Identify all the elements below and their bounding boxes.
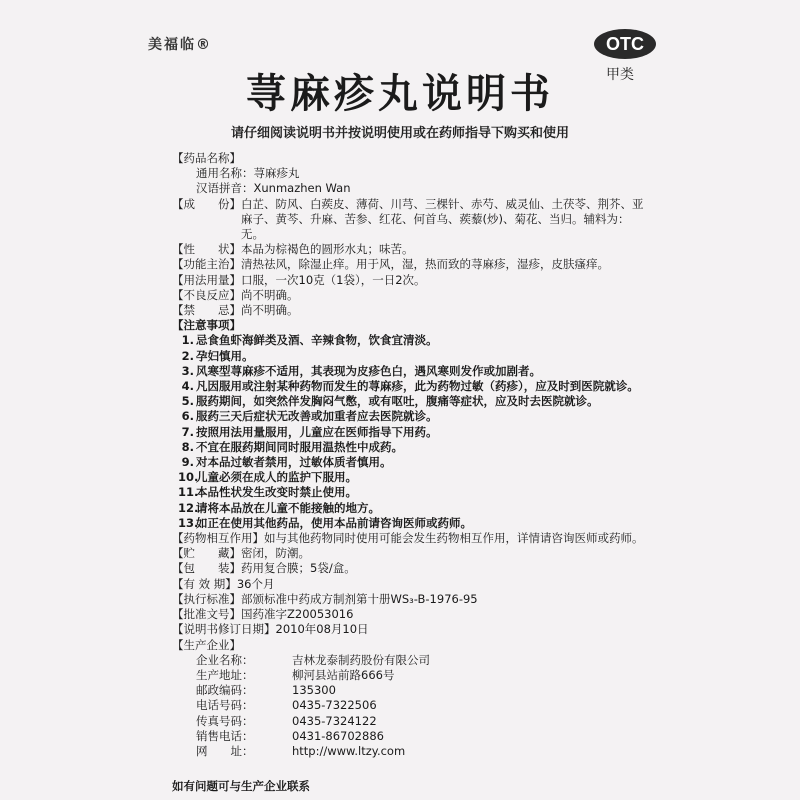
standard-label: 【执行标准】 [172, 591, 241, 606]
package-value: 药用复合膜；5袋/盒。 [241, 561, 356, 576]
note-item [172, 501, 652, 516]
adverse-value: 尚不明确。 [241, 287, 299, 302]
note-number: 6. [181, 409, 194, 424]
manufacturer-row-label: 电话号码： [196, 698, 254, 713]
section-dosage [172, 273, 652, 288]
section-ingredients [172, 197, 652, 243]
storage-label: 【贮 藏】 [172, 546, 241, 561]
manufacturer-row-label: 销售电话： [196, 728, 254, 743]
manufacturer-row-label: 企业名称： [196, 652, 254, 667]
manufacturer-row-label: 生产地址： [196, 667, 254, 682]
revision-label: 【说明书修订日期】 [172, 622, 276, 637]
note-text: 凡因服用或注射某种药物而发生的荨麻疹，此为药物过敏（药疹），应及时到医院就诊。 [196, 379, 639, 394]
otc-badge: OTC [594, 29, 656, 59]
note-number: 13. [178, 515, 199, 530]
validity-value: 36个月 [236, 576, 275, 591]
manufacturer-row [172, 744, 652, 759]
otc-class-label: 甲类 [606, 67, 634, 83]
manufacturer-row-value: 0435-7324122 [292, 713, 377, 728]
note-number: 8. [181, 439, 194, 454]
ingredients-value: 白芷、防风、白蒺皮、薄荷、川芎、三棵针、赤芍、威灵仙、土茯苓、荆芥、亚麻子、黄芩、升麻、苦参、红花、何首乌、蒺藜(炒)、菊花、当归。辅料为：无。 [241, 196, 644, 242]
manufacturer-row-label: 网 址： [196, 743, 254, 758]
page-title: 荨麻疹丸说明书 [246, 71, 554, 117]
section-indications [172, 257, 652, 272]
section-approval [172, 607, 652, 622]
note-text: 按照用法用量服用，儿童应在医师指导下用药。 [196, 424, 438, 439]
leaflet-content [172, 151, 652, 759]
manufacturer-row [172, 698, 652, 713]
generic-name-label: 通用名称： [196, 166, 254, 181]
manufacturer-row [172, 729, 652, 744]
note-text: 儿童必须在成人的监护下服用。 [196, 470, 357, 485]
note-text: 对本品过敏者禁用，过敏体质者慎用。 [196, 455, 392, 470]
note-number: 4. [181, 379, 194, 394]
contraindications-value: 尚不明确。 [241, 303, 299, 318]
note-text: 如正在使用其他药品，使用本品前请咨询医师或药师。 [196, 515, 472, 530]
note-item [172, 470, 652, 485]
manufacturer-row-value: 吉林龙泰制药股份有限公司 [292, 652, 430, 667]
note-item [172, 440, 652, 455]
note-text: 风寒型荨麻疹不适用，其表现为皮疹色白，遇风寒则发作或加剧者。 [196, 363, 541, 378]
manufacturer-row-value: 135300 [292, 683, 336, 698]
validity-label: 【有 效 期】 [172, 576, 237, 591]
dosage-value: 口服，一次10克（1袋），一日2次。 [241, 272, 426, 287]
note-number: 5. [181, 394, 194, 409]
note-item [172, 516, 652, 531]
note-number: 10. [178, 470, 199, 485]
note-item [172, 349, 652, 364]
manufacturer-row [172, 653, 652, 668]
note-number: 11. [178, 485, 199, 500]
note-number: 9. [181, 455, 194, 470]
revision-value: 2010年08月10日 [275, 622, 369, 637]
manufacturer-row [172, 714, 652, 729]
package-label: 【包 装】 [172, 561, 241, 576]
note-number: 12. [178, 500, 199, 515]
note-number: 1. [181, 333, 194, 348]
manufacturer-row-value: 0431-86702886 [292, 728, 384, 743]
section-properties [172, 242, 652, 257]
manufacturer-row [172, 683, 652, 698]
note-item [172, 379, 652, 394]
note-item [172, 485, 652, 500]
note-item [172, 455, 652, 470]
footer-note: 如有问题可与生产企业联系 [172, 779, 310, 793]
note-item [172, 394, 652, 409]
section-package [172, 561, 652, 576]
section-notes [172, 318, 652, 531]
manufacturer-heading: 【生产企业】 [172, 637, 241, 652]
note-item [172, 409, 652, 424]
section-storage [172, 546, 652, 561]
note-text: 本品性状发生改变时禁止使用。 [196, 485, 357, 500]
pinyin-label: 汉语拼音： [196, 181, 254, 196]
interaction-label: 【药物相互作用】 [172, 531, 264, 546]
drug-name-heading: 【药品名称】 [172, 151, 241, 165]
section-revision [172, 622, 652, 637]
adverse-label: 【不良反应】 [172, 287, 241, 302]
notes-heading: 【注意事项】 [172, 318, 241, 333]
standard-value: 部颁标准中药成方制剂第十册WS₃-B-1976-95 [241, 591, 478, 606]
pinyin-value: Xunmazhen Wan [253, 181, 351, 196]
note-item [172, 425, 652, 440]
note-text: 服药三天后症状无改善或加重者应去医院就诊。 [196, 409, 438, 424]
manufacturer-website: http://www.ltzy.com [292, 743, 406, 758]
indications-value: 清热祛风，除湿止痒。用于风，湿，热而致的荨麻疹，湿疹，皮肤瘙痒。 [241, 257, 609, 272]
generic-name-value: 荨麻疹丸 [253, 166, 300, 181]
storage-value: 密闭，防潮。 [241, 546, 310, 561]
manufacturer-row [172, 668, 652, 683]
manufacturer-row-label: 邮政编码： [196, 683, 254, 698]
section-contraindications [172, 303, 652, 318]
properties-label: 【性 状】 [172, 242, 241, 257]
section-standard [172, 592, 652, 607]
note-text: 忌食鱼虾海鲜类及酒、辛辣食物，饮食宜清淡。 [196, 333, 438, 348]
note-number: 7. [181, 424, 194, 439]
contraindications-label: 【禁 忌】 [172, 303, 241, 318]
note-number: 2. [181, 348, 194, 363]
properties-value: 本品为棕褐色的圆形水丸；味苦。 [241, 242, 414, 257]
note-text: 请将本品放在儿童不能接触的地方。 [196, 500, 380, 515]
brand-logo: 美福临® [148, 37, 212, 53]
section-adverse [172, 288, 652, 303]
approval-value: 国药准字Z20053016 [241, 607, 354, 622]
note-item [172, 333, 652, 348]
note-text: 孕妇慎用。 [196, 348, 254, 363]
indications-label: 【功能主治】 [172, 257, 241, 272]
dosage-label: 【用法用量】 [172, 272, 241, 287]
note-text: 服药期间，如突然伴发胸闷气憋，或有呕吐，腹痛等症状，应及时去医院就诊。 [196, 394, 599, 409]
section-validity [172, 577, 652, 592]
manufacturer-row-label: 传真号码： [196, 713, 254, 728]
note-text: 不宜在服药期间同时服用温热性中成药。 [196, 439, 403, 454]
interaction-value: 如与其他药物同时使用可能会发生药物相互作用，详情请咨询医师或药师。 [264, 531, 644, 546]
manufacturer-row-value: 柳河县站前路666号 [292, 667, 395, 682]
ingredients-label: 【成 份】 [172, 196, 241, 211]
note-number: 3. [181, 363, 194, 378]
section-interaction [172, 531, 652, 546]
pinyin-row [172, 181, 652, 196]
page-subtitle: 请仔细阅读说明书并按说明使用或在药师指导下购买和使用 [230, 126, 569, 141]
generic-name-row [172, 166, 652, 181]
manufacturer-row-value: 0435-7322506 [292, 698, 377, 713]
approval-label: 【批准文号】 [172, 607, 241, 622]
section-manufacturer [172, 638, 652, 760]
section-drug-name [172, 151, 652, 197]
note-item [172, 364, 652, 379]
